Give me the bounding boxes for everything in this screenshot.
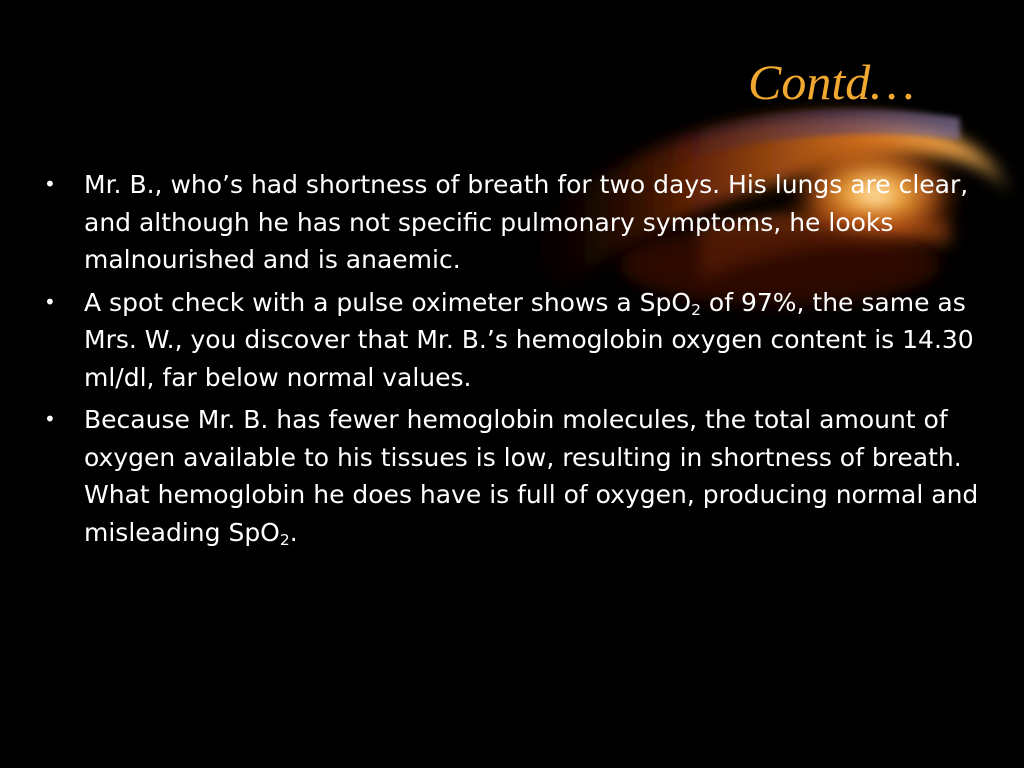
bullet-text-part: . bbox=[289, 517, 298, 547]
bullet-dot-icon: • bbox=[44, 407, 56, 431]
bullet-text-part: Because Mr. B. has fewer hemoglobin molecules, the total amount of oxygen available to his tissues is low, resulting in shortness of breath. What hemoglobin he does have is full of oxygen, producing normal and misleading SpO bbox=[84, 405, 979, 547]
bullet-text-part: A spot check with a pulse oximeter shows a SpO bbox=[84, 287, 692, 317]
bullet-list bbox=[0, 166, 1010, 556]
slide-title: Contd… bbox=[748, 54, 915, 110]
bullet-item bbox=[0, 284, 1010, 397]
bullet-text bbox=[84, 405, 978, 547]
bullet-item bbox=[0, 401, 1010, 551]
bullet-dot-icon: • bbox=[44, 172, 56, 196]
bullet-text: Mr. B., who’s had shortness of breath for two days. His lungs are clear, and although he has not specific pulmonary symptoms, he looks malnourished and is anaemic. bbox=[84, 170, 969, 274]
subscript: 2 bbox=[691, 300, 701, 319]
bullet-text-part: of 97%, the same as Mrs. W., you discover that Mr. B.’s hemoglobin oxygen content is 14.30 ml/dl, far below normal values. bbox=[84, 287, 974, 392]
bullet-dot-icon: • bbox=[44, 289, 56, 314]
subscript: 2 bbox=[279, 530, 290, 549]
bullet-text bbox=[84, 288, 974, 392]
bullet-item bbox=[0, 166, 1010, 279]
